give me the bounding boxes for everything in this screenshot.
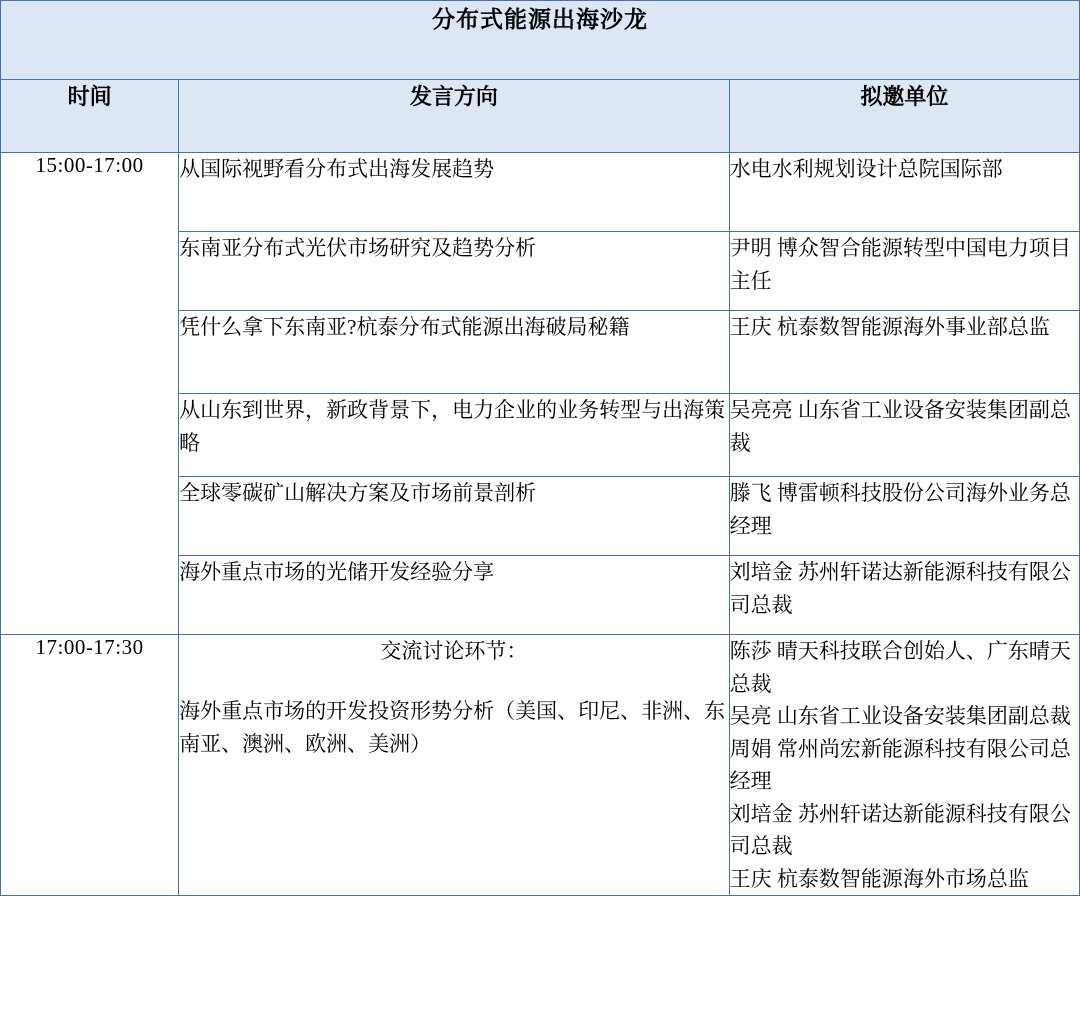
topic-text: 全球零碳矿山解决方案及市场前景剖析 <box>179 477 729 556</box>
column-header-topic: 发言方向 <box>179 80 730 153</box>
discussion-heading: 交流讨论环节： <box>380 639 528 663</box>
table-row <box>1 153 1080 635</box>
list-item <box>730 477 1079 556</box>
unit-text: 滕飞 博雷顿科技股份公司海外业务总经理 <box>730 477 1079 556</box>
topic-text: 从国际视野看分布式出海发展趋势 <box>179 153 729 232</box>
unit-text: 吴亮 山东省工业设备安装集团副总裁 <box>729 704 1071 729</box>
discussion-body: 海外重点市场的开发投资形势分析（美国、印尼、非洲、东南亚、澳洲、欧洲、美洲） <box>179 698 726 757</box>
list-item <box>730 232 1079 311</box>
list-item <box>179 311 729 394</box>
table-title-row <box>1 1 1080 80</box>
session-time: 15:00-17:00 <box>1 153 179 635</box>
column-header-unit: 拟邀单位 <box>729 80 1079 153</box>
list-item <box>179 394 729 477</box>
discussion-units <box>729 635 1079 896</box>
discussion-block <box>179 635 730 896</box>
session-units <box>729 153 1079 635</box>
list-item <box>730 153 1079 232</box>
unit-text: 吴亮亮 山东省工业设备安装集团副总裁 <box>730 394 1079 477</box>
unit-text: 陈莎 晴天科技联合创始人、广东晴天总裁 <box>729 639 1071 696</box>
table-header-row <box>1 80 1080 153</box>
topic-text: 海外重点市场的光储开发经验分享 <box>179 560 495 584</box>
unit-text: 水电水利规划设计总院国际部 <box>730 153 1079 232</box>
unit-text: 王庆 杭泰数智能源海外事业部总监 <box>730 311 1079 394</box>
unit-list <box>730 153 1079 634</box>
topic-list <box>179 153 729 634</box>
list-item <box>730 394 1079 477</box>
list-item <box>179 477 729 556</box>
unit-text: 尹明 博众智合能源转型中国电力项目主任 <box>730 232 1079 311</box>
page-title: 分布式能源出海沙龙 <box>1 1 1080 80</box>
session-time: 17:00-17:30 <box>1 635 179 896</box>
list-item <box>179 232 729 311</box>
unit-text: 刘培金 苏州轩诺达新能源科技有限公司总裁 <box>729 560 1071 617</box>
unit-text: 王庆 杭泰数智能源海外市场总监 <box>729 866 1029 891</box>
table-row <box>1 635 1080 896</box>
topic-text: 从山东到世界，新政背景下，电力企业的业务转型与出海策略 <box>179 394 729 477</box>
list-item <box>730 311 1079 394</box>
unit-text: 周娟 常州尚宏新能源科技有限公司总经理 <box>729 736 1071 794</box>
topic-text: 东南亚分布式光伏市场研究及趋势分析 <box>179 232 729 311</box>
topic-text: 凭什么拿下东南亚?杭泰分布式能源出海破局秘籍 <box>179 311 729 394</box>
session-topics <box>179 153 730 635</box>
list-item <box>730 556 1079 635</box>
list-item <box>179 556 729 635</box>
column-header-time: 时间 <box>1 80 179 153</box>
unit-text: 刘培金 苏州轩诺达新能源科技有限公司总裁 <box>729 801 1071 859</box>
list-item <box>179 153 729 232</box>
